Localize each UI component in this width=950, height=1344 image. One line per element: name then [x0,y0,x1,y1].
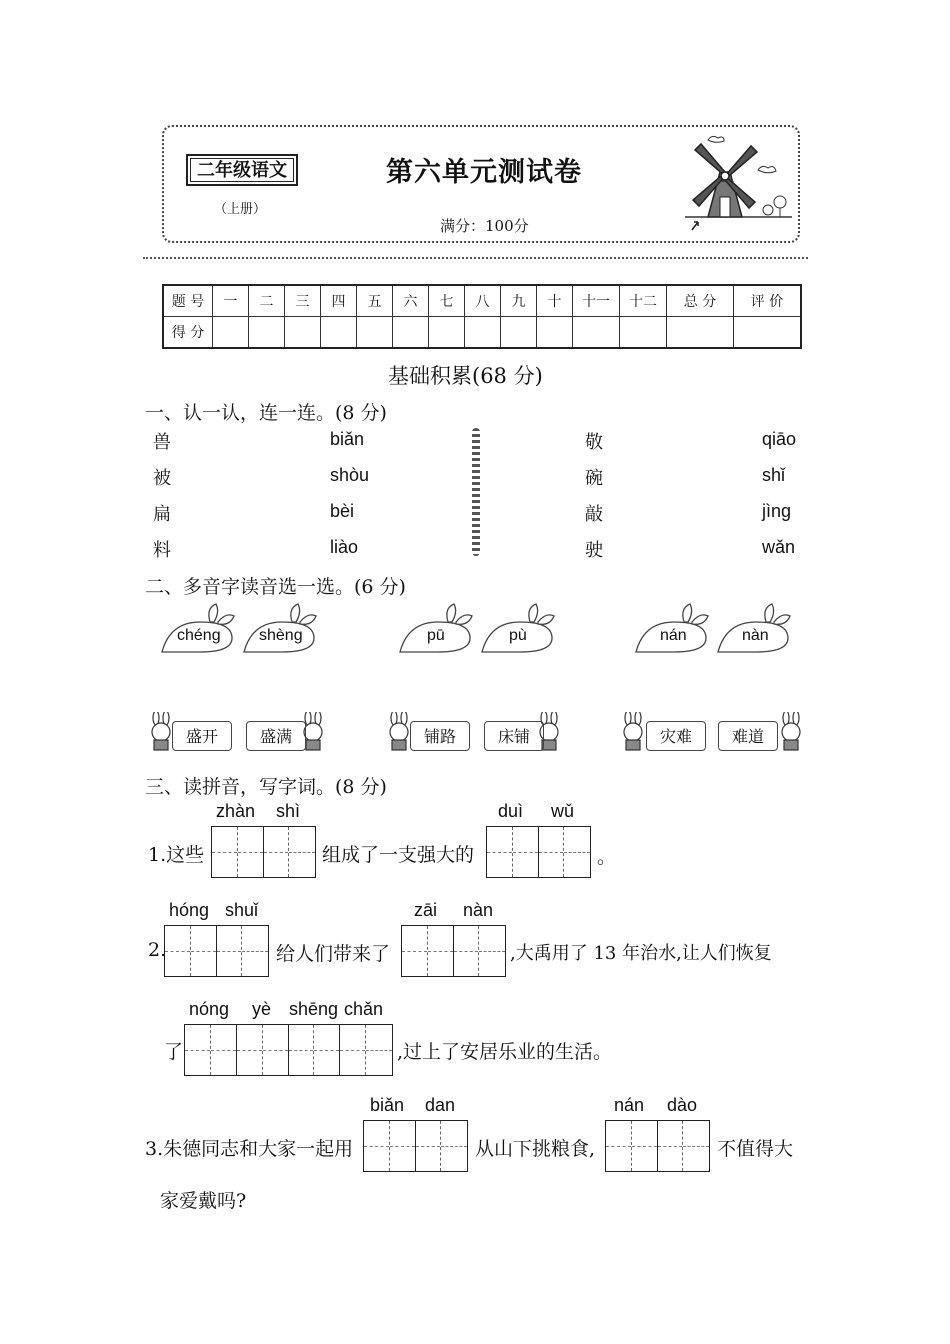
bunny-icon [304,712,322,750]
sentence-text: ,大禹用了 13 年治水,让人们恢复 [510,943,772,964]
q1-right-char[interactable]: 驶 [585,540,603,561]
q1-right-pinyin[interactable]: wǎn [762,537,796,557]
sentence-text: 家爱戴吗? [160,1190,247,1212]
windmill-illustration [680,132,795,237]
page-title: 第六单元测试卷 [386,157,582,188]
sentence-text: 2. [148,939,167,961]
q1-left-pinyin[interactable]: bèi [330,501,355,521]
volume-label: （上册） [214,202,267,217]
leaf-label[interactable]: chéng [177,627,221,644]
q1-left-pinyin[interactable]: liào [330,537,359,557]
q1-right-pinyin[interactable]: jìng [762,501,792,521]
answer-grid[interactable] [184,1024,393,1076]
score-input-cell[interactable] [537,317,573,349]
answer-grid[interactable] [486,826,591,878]
pinyin: zāi [414,900,438,920]
pinyin: biǎn [370,1095,405,1115]
sentence-text: 给人们带来了 [276,943,391,965]
word-card[interactable]: 铺路 [410,721,470,751]
word-card[interactable]: 盛开 [172,721,232,751]
score-input-cell[interactable] [734,317,802,349]
sentence-text: 1.这些 [148,844,205,866]
sentence-text: 不值得大 [717,1138,794,1160]
score-input-cell[interactable] [465,317,501,349]
leaf-shapes [160,600,800,660]
q1-right-char[interactable]: 敲 [585,504,603,525]
q2-points: (6 分) [354,576,406,598]
pinyin: hóng [169,900,210,920]
q2-title [145,572,406,599]
bunny-icon [782,712,800,750]
answer-grid[interactable] [605,1120,710,1172]
bunny-icon [624,712,642,750]
word-card[interactable]: 盛满 [246,721,306,751]
table-cell: 十 [537,285,573,317]
answer-grid[interactable] [164,925,269,977]
pinyin: shuǐ [225,900,259,920]
score-input-cell[interactable] [501,317,537,349]
q1-left-pinyin[interactable]: biǎn [330,429,365,449]
pinyin: yè [252,999,272,1019]
bunny-icon [390,712,408,750]
q1-points: (8 分) [335,402,387,424]
pinyin: nóng [189,999,230,1019]
table-cell: 四 [321,285,357,317]
answer-grid[interactable] [363,1120,468,1172]
table-row [163,285,801,317]
score-input-cell[interactable] [667,317,734,349]
pinyin: nàn [463,900,494,920]
table-cell: 十二 [620,285,667,317]
section-title: 基础积累(68 分) [388,364,543,388]
table-cell: 三 [285,285,321,317]
score-input-cell[interactable] [357,317,393,349]
q1-right-pinyin[interactable]: qiāo [762,429,797,449]
table-cell: 六 [393,285,429,317]
score-input-cell[interactable] [249,317,285,349]
table-cell: 得 分 [163,317,213,349]
q1-left-char[interactable]: 被 [153,468,171,489]
sentence-text: 组成了一支强大的 [322,844,475,866]
table-cell: 总 分 [667,285,734,317]
q1-title-text: 一、认一认，连一连。 [145,402,336,424]
bunny-icons [146,712,806,756]
table-row [163,317,801,349]
sentence-text: 3.朱德同志和大家一起用 [145,1138,354,1160]
score-input-cell[interactable] [321,317,357,349]
score-input-cell[interactable] [429,317,465,349]
table-cell: 评 价 [734,285,802,317]
table-cell: 二 [249,285,285,317]
score-input-cell[interactable] [285,317,321,349]
leaf-label[interactable]: shèng [259,627,303,644]
answer-grid[interactable] [401,925,506,977]
leaf-label[interactable]: nán [660,627,687,644]
chain-divider [472,428,480,556]
q1-left-char[interactable]: 扁 [153,504,171,525]
word-card[interactable]: 难道 [718,721,778,751]
word-card[interactable]: 床铺 [484,721,544,751]
score-table [162,284,802,349]
q1-left-char[interactable]: 料 [153,540,171,561]
pinyin: dan [425,1095,456,1115]
table-cell: 题 号 [163,285,213,317]
table-cell: 一 [213,285,249,317]
divider [143,257,808,259]
sentence-text: 。 [597,846,617,868]
grade-label: 二年级语文 [186,154,298,186]
word-card[interactable]: 灾难 [646,721,706,751]
pinyin: wǔ [551,801,575,821]
bunny-icon [152,712,170,750]
score-input-cell[interactable] [573,317,620,349]
q1-left-char[interactable]: 兽 [153,432,171,453]
q1-right-char[interactable]: 碗 [585,468,603,489]
q3-title [145,772,387,799]
score-input-cell[interactable] [620,317,667,349]
q2-title-text: 二、多音字读音选一选。 [145,576,355,598]
table-cell: 九 [501,285,537,317]
pinyin: shēng [289,999,339,1019]
pinyin: dào [667,1095,698,1115]
leaf-label[interactable]: pū [427,627,445,644]
table-cell: 七 [429,285,465,317]
leaf-label[interactable]: nàn [742,627,769,644]
q1-title [145,398,387,425]
leaf-label[interactable]: pù [509,627,527,644]
pinyin: nán [614,1095,645,1115]
pinyin: zhàn [216,801,256,821]
q1-right-pinyin[interactable]: shǐ [762,465,786,485]
score-input-cell[interactable] [393,317,429,349]
q1-left-pinyin[interactable]: shòu [330,465,370,485]
table-cell: 十一 [573,285,620,317]
sentence-text: 从山下挑粮食, [475,1138,596,1160]
q3-title-text: 三、读拼音，写字词。 [145,776,336,798]
pinyin: shì [276,801,301,821]
table-cell: 八 [465,285,501,317]
table-cell: 五 [357,285,393,317]
full-score: 满分：100分 [440,217,529,235]
sentence-text: ,过上了安居乐业的生活。 [397,1041,613,1063]
answer-grid[interactable] [211,826,316,878]
pinyin: duì [498,801,524,821]
q1-right-char[interactable]: 敬 [585,432,603,453]
q3-points: (8 分) [335,776,387,798]
score-input-cell[interactable] [213,317,249,349]
pinyin: chǎn [344,999,384,1019]
sentence-text: 了 [164,1041,184,1063]
